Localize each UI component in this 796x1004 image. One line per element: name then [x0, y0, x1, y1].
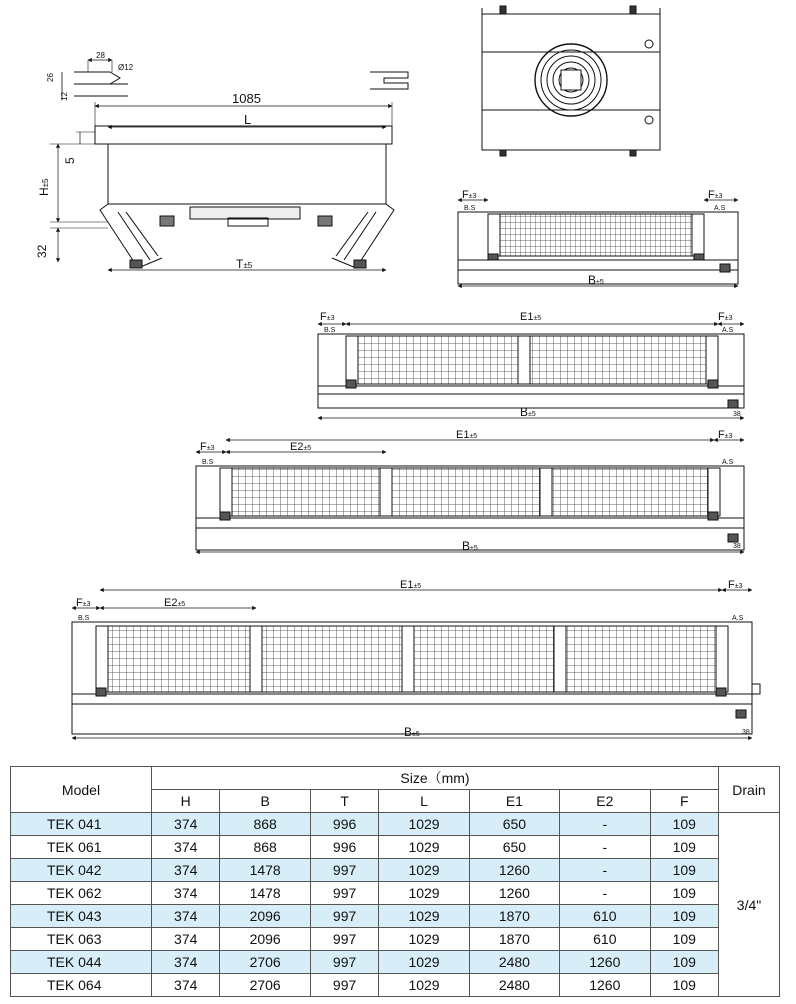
- front3-E2-tol: ±5: [303, 445, 312, 452]
- front4-F-right-letter: F: [728, 579, 735, 591]
- front4-E2: [164, 597, 185, 609]
- dim-H-tol: ±5: [41, 178, 50, 188]
- dim-H-letter: H: [37, 187, 51, 196]
- front2-F-right: [718, 311, 733, 323]
- value-cell-t: 997: [310, 882, 378, 905]
- front3-F-right: [718, 429, 733, 441]
- front4-E1: [400, 579, 421, 591]
- front4-F-left: [76, 597, 91, 609]
- value-cell-l: 1029: [379, 951, 469, 974]
- table-row: [11, 951, 780, 974]
- value-cell-l: 1029: [379, 928, 469, 951]
- value-cell-l: 1029: [379, 813, 469, 836]
- model-cell: TEK 064: [11, 974, 152, 997]
- value-cell-l: 1029: [379, 974, 469, 997]
- front2-F-left: [320, 311, 335, 323]
- front3-E2-letter: E2: [290, 441, 304, 453]
- front3-BS: B.S: [202, 459, 214, 466]
- value-cell-l: 1029: [379, 836, 469, 859]
- front2-38: 38: [733, 411, 741, 418]
- value-cell-l: 1029: [379, 882, 469, 905]
- size-header: Size（mm): [152, 767, 719, 790]
- front3-E1-tol: ±5: [469, 433, 478, 440]
- col-header-e1: E1: [469, 790, 559, 813]
- table-row: [11, 836, 780, 859]
- front-view-4: [72, 590, 760, 738]
- value-cell-f: 109: [650, 836, 719, 859]
- value-cell-b: 2706: [220, 951, 310, 974]
- front2-B: [520, 405, 536, 419]
- table-row: [11, 974, 780, 997]
- plug-detail: [370, 72, 408, 89]
- model-cell: TEK 044: [11, 951, 152, 974]
- col-header-l: L: [379, 790, 469, 813]
- front4-E2-letter: E2: [164, 597, 178, 609]
- front4-F-right: [728, 579, 743, 591]
- value-cell-e2: -: [560, 836, 650, 859]
- value-cell-f: 109: [650, 974, 719, 997]
- front2-F-left-tol: ±3: [326, 315, 335, 322]
- value-cell-e2: -: [560, 882, 650, 905]
- model-header: Model: [11, 767, 152, 813]
- value-cell-h: 374: [152, 859, 220, 882]
- model-cell: TEK 063: [11, 928, 152, 951]
- value-cell-b: 2096: [220, 905, 310, 928]
- table-row: [11, 882, 780, 905]
- front2-B-letter: B: [520, 405, 529, 419]
- front3-F-right-letter: F: [718, 429, 725, 441]
- col-header-f: F: [650, 790, 719, 813]
- value-cell-e1: 1870: [469, 905, 559, 928]
- front3-B: [462, 539, 478, 553]
- value-cell-h: 374: [152, 905, 220, 928]
- col-header-e2: E2: [560, 790, 650, 813]
- table-row: [11, 928, 780, 951]
- value-cell-f: 109: [650, 882, 719, 905]
- dim-T: [236, 257, 253, 271]
- value-cell-f: 109: [650, 859, 719, 882]
- value-cell-e2: 610: [560, 928, 650, 951]
- front4-F-left-tol: ±3: [82, 601, 91, 608]
- dim-T-letter: T: [236, 257, 244, 271]
- front3-B-tol: ±5: [470, 545, 478, 552]
- front-view-2: [318, 324, 744, 418]
- value-cell-f: 109: [650, 905, 719, 928]
- front3-E1: [456, 429, 477, 441]
- dim-T-tol: ±5: [243, 261, 253, 270]
- front1-F-right-letter: F: [708, 189, 715, 201]
- value-cell-h: 374: [152, 951, 220, 974]
- front2-E1: [520, 311, 541, 323]
- front2-F-right-tol: ±3: [724, 315, 733, 322]
- value-cell-e1: 2480: [469, 974, 559, 997]
- model-cell: TEK 062: [11, 882, 152, 905]
- front4-F-left-letter: F: [76, 597, 83, 609]
- front2-AS: A.S: [722, 327, 734, 334]
- front2-BS: B.S: [324, 327, 336, 334]
- front1-AS: A.S: [714, 205, 726, 212]
- value-cell-h: 374: [152, 882, 220, 905]
- model-cell: TEK 043: [11, 905, 152, 928]
- dim-H: [37, 178, 51, 196]
- fan-view: [482, 6, 660, 156]
- value-cell-b: 1478: [220, 859, 310, 882]
- value-cell-e1: 650: [469, 836, 559, 859]
- value-cell-e2: -: [560, 813, 650, 836]
- value-cell-e1: 1260: [469, 882, 559, 905]
- front3-AS: A.S: [722, 459, 734, 466]
- value-cell-e1: 1870: [469, 928, 559, 951]
- table-row: [11, 859, 780, 882]
- col-header-b: B: [220, 790, 310, 813]
- front4-F-right-tol: ±3: [734, 583, 743, 590]
- dim-28: 28: [96, 51, 105, 60]
- value-cell-f: 109: [650, 813, 719, 836]
- value-cell-t: 996: [310, 813, 378, 836]
- front1-B: [588, 273, 604, 287]
- front2-F-right-letter: F: [718, 311, 725, 323]
- side-view: [50, 102, 394, 270]
- dim-L: L: [244, 112, 252, 127]
- front1-BS: B.S: [464, 205, 476, 212]
- model-cell: TEK 041: [11, 813, 152, 836]
- value-cell-l: 1029: [379, 905, 469, 928]
- spec-table-body: [11, 813, 780, 997]
- front3-E2: [290, 441, 311, 453]
- value-cell-f: 109: [650, 928, 719, 951]
- value-cell-t: 997: [310, 951, 378, 974]
- front3-F-right-tol: ±3: [724, 433, 733, 440]
- col-header-h: H: [152, 790, 220, 813]
- front3-F-left-letter: F: [200, 441, 207, 453]
- front1-F-right: [708, 189, 723, 201]
- front4-B-letter: B: [404, 725, 413, 739]
- value-cell-l: 1029: [379, 859, 469, 882]
- front1-F-left-tol: ±3: [468, 193, 477, 200]
- front2-E1-tol: ±5: [533, 315, 542, 322]
- front3-F-left: [200, 441, 215, 453]
- front-view-3: [196, 440, 744, 552]
- value-cell-e1: 2480: [469, 951, 559, 974]
- front2-F-left-letter: F: [320, 311, 327, 323]
- front1-B-tol: ±5: [596, 279, 604, 286]
- value-cell-e2: 610: [560, 905, 650, 928]
- model-cell: TEK 061: [11, 836, 152, 859]
- value-cell-t: 996: [310, 836, 378, 859]
- value-cell-e2: 1260: [560, 951, 650, 974]
- value-cell-f: 109: [650, 951, 719, 974]
- dim-32: 32: [35, 244, 49, 258]
- model-cell: TEK 042: [11, 859, 152, 882]
- front4-38: 38: [742, 729, 750, 736]
- front1-F-left: [462, 189, 477, 201]
- front4-E1-letter: E1: [400, 579, 414, 591]
- drain-cell: 3/4": [719, 813, 780, 997]
- front3-38: 38: [733, 543, 741, 550]
- drain-header: Drain: [719, 767, 780, 813]
- table-row: [11, 813, 780, 836]
- front1-F-left-letter: F: [462, 189, 469, 201]
- front3-E1-letter: E1: [456, 429, 470, 441]
- front4-B-tol: ±5: [412, 731, 420, 738]
- value-cell-h: 374: [152, 836, 220, 859]
- value-cell-t: 997: [310, 974, 378, 997]
- front4-E2-tol: ±5: [177, 601, 186, 608]
- front4-B: [404, 725, 420, 739]
- value-cell-t: 997: [310, 905, 378, 928]
- value-cell-h: 374: [152, 813, 220, 836]
- front4-AS: A.S: [732, 615, 744, 622]
- value-cell-e2: 1260: [560, 974, 650, 997]
- value-cell-t: 997: [310, 859, 378, 882]
- front1-B-letter: B: [588, 273, 597, 287]
- value-cell-e1: 1260: [469, 859, 559, 882]
- front3-F-left-tol: ±3: [206, 445, 215, 452]
- value-cell-t: 997: [310, 928, 378, 951]
- value-cell-b: 868: [220, 836, 310, 859]
- front2-E1-letter: E1: [520, 311, 534, 323]
- value-cell-h: 374: [152, 928, 220, 951]
- front1-F-right-tol: ±3: [714, 193, 723, 200]
- value-cell-e2: -: [560, 859, 650, 882]
- dim-12: 12: [60, 92, 69, 101]
- front4-E1-tol: ±5: [413, 583, 422, 590]
- dim-phi12: Ø12: [118, 63, 134, 72]
- value-cell-b: 1478: [220, 882, 310, 905]
- spec-table: [10, 766, 780, 997]
- dim-5: 5: [63, 157, 77, 164]
- value-cell-e1: 650: [469, 813, 559, 836]
- value-cell-h: 374: [152, 974, 220, 997]
- col-header-t: T: [310, 790, 378, 813]
- value-cell-b: 2706: [220, 974, 310, 997]
- dim-26: 26: [46, 73, 55, 82]
- value-cell-b: 868: [220, 813, 310, 836]
- front4-BS: B.S: [78, 615, 90, 622]
- front3-B-letter: B: [462, 539, 471, 553]
- front2-B-tol: ±5: [528, 411, 536, 418]
- table-row: [11, 905, 780, 928]
- value-cell-b: 2096: [220, 928, 310, 951]
- front-view-1: [458, 200, 738, 286]
- dim-1085: 1085: [232, 91, 261, 106]
